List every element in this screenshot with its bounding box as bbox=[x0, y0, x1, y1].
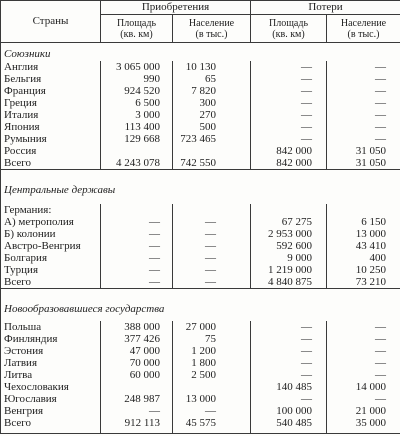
header-losses: Потери bbox=[251, 1, 400, 15]
acq-area-cell: 4 243 078 bbox=[101, 157, 173, 170]
section-title-cell bbox=[1, 43, 400, 62]
loss-area-cell: — bbox=[251, 85, 327, 97]
acq-area-cell: — bbox=[101, 216, 173, 228]
acq-population-cell: 13 000 bbox=[173, 393, 251, 405]
loss-population-cell: 10 250 bbox=[327, 264, 400, 276]
table-header bbox=[1, 1, 400, 43]
acq-area-cell: 3 000 bbox=[101, 109, 173, 121]
section-title-cell bbox=[1, 289, 400, 322]
table-row bbox=[1, 393, 400, 405]
acq-area-cell: — bbox=[101, 228, 173, 240]
loss-population-cell: — bbox=[327, 61, 400, 73]
table-row bbox=[1, 321, 400, 333]
acq-population-cell: 27 000 bbox=[173, 321, 251, 333]
loss-population-cell: — bbox=[327, 121, 400, 133]
table-body bbox=[1, 43, 400, 434]
table-row bbox=[1, 264, 400, 276]
table-row bbox=[1, 109, 400, 121]
loss-population-cell: 35 000 bbox=[327, 417, 400, 429]
country-cell: Всего bbox=[1, 157, 101, 170]
loss-population-cell: 21 000 bbox=[327, 405, 400, 417]
loss-area-cell: — bbox=[251, 73, 327, 85]
table-row bbox=[1, 417, 400, 429]
acq-area-cell bbox=[101, 204, 173, 216]
acq-population-cell: 45 575 bbox=[173, 417, 251, 429]
country-cell: Италия bbox=[1, 109, 101, 121]
loss-population-cell: 31 050 bbox=[327, 157, 400, 170]
acq-area-cell: — bbox=[101, 405, 173, 417]
table-row bbox=[1, 333, 400, 345]
acq-area-cell: — bbox=[101, 264, 173, 276]
loss-population-cell: — bbox=[327, 357, 400, 369]
table-row bbox=[1, 145, 400, 157]
acq-area-cell: 990 bbox=[101, 73, 173, 85]
loss-area-cell: 592 600 bbox=[251, 240, 327, 252]
country-cell: Греция bbox=[1, 97, 101, 109]
section-title-row bbox=[1, 170, 400, 205]
spacer-cell bbox=[101, 429, 173, 433]
acq-area-cell: 6 500 bbox=[101, 97, 173, 109]
country-cell: Австро-Венгрия bbox=[1, 240, 101, 252]
loss-population-cell: — bbox=[327, 333, 400, 345]
table-row bbox=[1, 97, 400, 109]
acq-area-cell: 388 000 bbox=[101, 321, 173, 333]
country-cell: Франция bbox=[1, 85, 101, 97]
country-cell: Япония bbox=[1, 121, 101, 133]
table-row bbox=[1, 121, 400, 133]
acq-population-cell: — bbox=[173, 252, 251, 264]
acq-population-cell: — bbox=[173, 216, 251, 228]
country-cell: Эстония bbox=[1, 345, 101, 357]
table-row bbox=[1, 228, 400, 240]
acq-population-cell: 2 500 bbox=[173, 369, 251, 381]
table-row bbox=[1, 381, 400, 393]
loss-area-cell: 67 275 bbox=[251, 216, 327, 228]
loss-population-cell: — bbox=[327, 97, 400, 109]
country-cell: Финляндия bbox=[1, 333, 101, 345]
header-acq-population-line2: (в тыс.) bbox=[195, 28, 228, 40]
acq-population-cell: 1 800 bbox=[173, 357, 251, 369]
header-loss-population-line2: (в тыс.) bbox=[347, 28, 380, 40]
country-cell: Венгрия bbox=[1, 405, 101, 417]
header-loss-population-line1: Население bbox=[340, 17, 387, 29]
country-cell: Всего bbox=[1, 276, 101, 289]
table-row bbox=[1, 157, 400, 170]
acq-area-cell: 113 400 bbox=[101, 121, 173, 133]
header-acquisitions: Приобретения bbox=[101, 1, 251, 15]
loss-population-cell: 31 050 bbox=[327, 145, 400, 157]
loss-area-cell: — bbox=[251, 133, 327, 145]
header-acq-area-line2: (кв. км) bbox=[120, 28, 153, 40]
loss-area-cell: — bbox=[251, 357, 327, 369]
loss-area-cell: — bbox=[251, 393, 327, 405]
loss-area-cell: — bbox=[251, 321, 327, 333]
section-title-row bbox=[1, 43, 400, 62]
country-cell: Россия bbox=[1, 145, 101, 157]
acq-area-cell: 70 000 bbox=[101, 357, 173, 369]
acq-area-cell: 912 113 bbox=[101, 417, 173, 429]
acq-area-cell: — bbox=[101, 276, 173, 289]
table-row bbox=[1, 276, 400, 289]
acq-population-cell bbox=[173, 145, 251, 157]
acq-population-cell: 270 bbox=[173, 109, 251, 121]
loss-population-cell: 43 410 bbox=[327, 240, 400, 252]
acq-population-cell: 742 550 bbox=[173, 157, 251, 170]
acq-population-cell: — bbox=[173, 276, 251, 289]
section-title: Союзники bbox=[4, 48, 51, 60]
country-cell: Всего bbox=[1, 417, 101, 429]
loss-area-cell: 100 000 bbox=[251, 405, 327, 417]
loss-population-cell: 14 000 bbox=[327, 381, 400, 393]
acq-area-cell: — bbox=[101, 252, 173, 264]
header-acq-area-line1: Площадь bbox=[117, 17, 156, 29]
country-cell: Югославия bbox=[1, 393, 101, 405]
spacer-cell bbox=[251, 429, 327, 433]
loss-area-cell: 9 000 bbox=[251, 252, 327, 264]
acq-area-cell: 924 520 bbox=[101, 85, 173, 97]
acq-area-cell: 47 000 bbox=[101, 345, 173, 357]
loss-population-cell: — bbox=[327, 133, 400, 145]
loss-area-cell: — bbox=[251, 369, 327, 381]
country-cell: Латвия bbox=[1, 357, 101, 369]
acq-population-cell: 10 130 bbox=[173, 61, 251, 73]
acq-population-cell: 65 bbox=[173, 73, 251, 85]
loss-population-cell: — bbox=[327, 321, 400, 333]
loss-population-cell: — bbox=[327, 345, 400, 357]
acq-area-cell bbox=[101, 381, 173, 393]
table-row bbox=[1, 73, 400, 85]
table-row bbox=[1, 405, 400, 417]
section-title-row bbox=[1, 289, 400, 322]
header-loss-area-line2: (кв. км) bbox=[272, 28, 305, 40]
country-cell: Англия bbox=[1, 61, 101, 73]
loss-area-cell: 1 219 000 bbox=[251, 264, 327, 276]
loss-area-cell: 842 000 bbox=[251, 145, 327, 157]
header-acq-population bbox=[173, 15, 251, 43]
loss-area-cell: 540 485 bbox=[251, 417, 327, 429]
spacer-cell bbox=[173, 429, 251, 433]
acq-area-cell: — bbox=[101, 240, 173, 252]
acq-population-cell: 7 820 bbox=[173, 85, 251, 97]
acq-population-cell: 75 bbox=[173, 333, 251, 345]
acq-population-cell: — bbox=[173, 228, 251, 240]
country-cell: Болгария bbox=[1, 252, 101, 264]
loss-area-cell: — bbox=[251, 61, 327, 73]
acq-population-cell: — bbox=[173, 264, 251, 276]
loss-area-cell: 4 840 875 bbox=[251, 276, 327, 289]
loss-area-cell: — bbox=[251, 333, 327, 345]
header-loss-population bbox=[327, 15, 400, 43]
loss-population-cell bbox=[327, 204, 400, 216]
country-cell: Румыния bbox=[1, 133, 101, 145]
acq-area-cell: 60 000 bbox=[101, 369, 173, 381]
loss-population-cell: 400 bbox=[327, 252, 400, 264]
loss-area-cell: — bbox=[251, 109, 327, 121]
section-title: Центральные державы bbox=[4, 184, 116, 196]
table-row bbox=[1, 204, 400, 216]
header-loss-area-line1: Площадь bbox=[269, 17, 308, 29]
loss-area-cell: 2 953 000 bbox=[251, 228, 327, 240]
table-row bbox=[1, 240, 400, 252]
loss-population-cell: 6 150 bbox=[327, 216, 400, 228]
table-row bbox=[1, 357, 400, 369]
spacer-cell bbox=[327, 429, 400, 433]
country-cell: Германия: bbox=[1, 204, 101, 216]
loss-population-cell: — bbox=[327, 369, 400, 381]
loss-population-cell: — bbox=[327, 85, 400, 97]
acq-population-cell bbox=[173, 204, 251, 216]
acq-population-cell: — bbox=[173, 405, 251, 417]
acq-area-cell bbox=[101, 145, 173, 157]
country-cell: А) метрополия bbox=[1, 216, 101, 228]
loss-area-cell: — bbox=[251, 97, 327, 109]
table-row bbox=[1, 133, 400, 145]
loss-population-cell: 13 000 bbox=[327, 228, 400, 240]
loss-area-cell: — bbox=[251, 345, 327, 357]
table-row bbox=[1, 252, 400, 264]
loss-population-cell: — bbox=[327, 393, 400, 405]
acq-population-cell bbox=[173, 381, 251, 393]
header-loss-area bbox=[251, 15, 327, 43]
country-cell: Литва bbox=[1, 369, 101, 381]
header-countries: Страны bbox=[1, 1, 101, 43]
header-acq-area bbox=[101, 15, 173, 43]
table-row bbox=[1, 85, 400, 97]
acq-area-cell: 129 668 bbox=[101, 133, 173, 145]
loss-population-cell: — bbox=[327, 73, 400, 85]
loss-area-cell: 842 000 bbox=[251, 157, 327, 170]
table-row bbox=[1, 216, 400, 228]
table-row bbox=[1, 345, 400, 357]
country-cell: Польша bbox=[1, 321, 101, 333]
loss-population-cell: 73 210 bbox=[327, 276, 400, 289]
loss-area-cell: — bbox=[251, 121, 327, 133]
country-cell: Б) колонии bbox=[1, 228, 101, 240]
table-row bbox=[1, 369, 400, 381]
country-cell: Бельгия bbox=[1, 73, 101, 85]
acq-population-cell: 1 200 bbox=[173, 345, 251, 357]
country-cell: Турция bbox=[1, 264, 101, 276]
acq-population-cell: 723 465 bbox=[173, 133, 251, 145]
acq-population-cell: — bbox=[173, 240, 251, 252]
acq-population-cell: 500 bbox=[173, 121, 251, 133]
header-row-groups bbox=[1, 1, 400, 15]
acq-area-cell: 377 426 bbox=[101, 333, 173, 345]
loss-area-cell: 140 485 bbox=[251, 381, 327, 393]
table-row bbox=[1, 61, 400, 73]
table-bottom-spacer bbox=[1, 429, 400, 433]
spacer-cell bbox=[1, 429, 101, 433]
header-acq-population-line1: Население bbox=[188, 17, 235, 29]
section-title-cell bbox=[1, 170, 400, 205]
acq-area-cell: 3 065 000 bbox=[101, 61, 173, 73]
country-cell: Чехословакия bbox=[1, 381, 101, 393]
acq-population-cell: 300 bbox=[173, 97, 251, 109]
loss-area-cell bbox=[251, 204, 327, 216]
loss-population-cell: — bbox=[327, 109, 400, 121]
acq-area-cell: 248 987 bbox=[101, 393, 173, 405]
section-title: Новообразовавшиеся государства bbox=[4, 303, 165, 315]
